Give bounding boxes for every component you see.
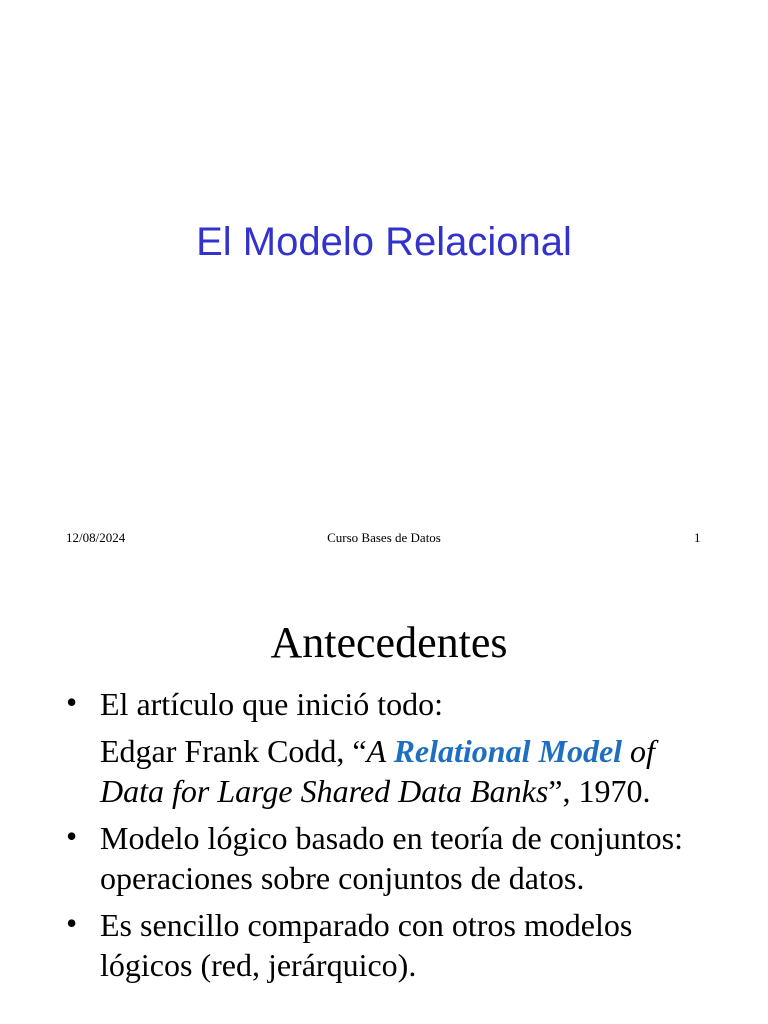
reference-title-mid: of bbox=[622, 733, 655, 769]
reference-author: Edgar Frank Codd, “ bbox=[100, 733, 367, 769]
footer-page-number: 1 bbox=[694, 530, 701, 545]
bullet-icon: • bbox=[66, 905, 78, 941]
reference-year: ”, 1970. bbox=[548, 773, 651, 809]
bullet-text: Es sencillo comparado con otros modelos bbox=[100, 907, 633, 943]
reference-title-start: A bbox=[366, 733, 394, 769]
reference-title-end: Data for Large Shared Data Banks bbox=[100, 773, 549, 809]
bullet-icon: • bbox=[66, 684, 78, 720]
slide-2 bbox=[0, 576, 768, 1024]
bullet-item bbox=[66, 905, 746, 985]
bullet-text: Modelo lógico basado en teoría de conjuntos: bbox=[100, 820, 683, 856]
bullet-text: El artículo que inició todo: bbox=[100, 686, 444, 722]
bullet-text-continued: lógicos (red, jerárquico). bbox=[100, 947, 417, 983]
bullet-item bbox=[66, 684, 746, 811]
slide-title: Antecedentes bbox=[270, 618, 508, 667]
bullet-list bbox=[66, 684, 746, 985]
bullet-text-continued: operaciones sobre conjuntos de datos. bbox=[100, 860, 585, 896]
reference-link[interactable]: Relational Model bbox=[393, 733, 623, 769]
reference-line-2 bbox=[100, 771, 746, 811]
reference-line-1 bbox=[100, 731, 746, 771]
footer-course: Curso Bases de Datos bbox=[327, 530, 441, 545]
bullet-icon: • bbox=[66, 818, 78, 854]
bullet-item bbox=[66, 818, 746, 898]
slide-title: El Modelo Relacional bbox=[196, 220, 572, 264]
footer-date: 12/08/2024 bbox=[66, 530, 126, 545]
